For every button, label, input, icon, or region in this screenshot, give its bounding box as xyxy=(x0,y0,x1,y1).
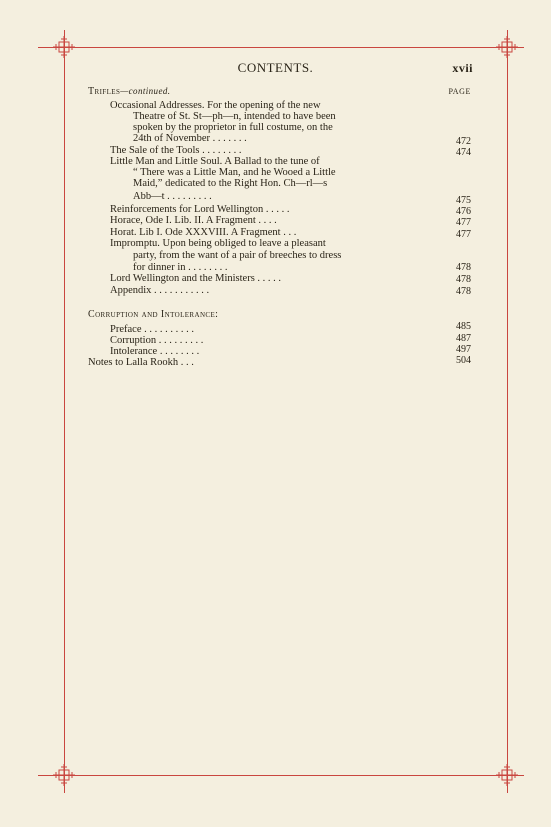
entry-line: for dinner in . . . . . . . . xyxy=(133,262,228,273)
entry-line: Notes to Lalla Rookh . . . xyxy=(88,357,194,368)
entry-page: 478 xyxy=(456,262,471,273)
corner-ornament-top-left xyxy=(53,36,75,58)
entry-line: Corruption . . . . . . . . . xyxy=(110,335,204,346)
entry-line: Theatre of St. St—ph—n, intended to have been xyxy=(133,111,336,122)
left-border-rule xyxy=(64,30,65,793)
entry-line: Maid,” dedicated to the Right Hon. Ch—rl—s xyxy=(133,178,328,189)
right-border-rule xyxy=(507,30,508,793)
entry-line: Horat. Lib I. Ode XXXVIII. A Fragment . . . xyxy=(110,227,297,238)
entry-line: 24th of November . . . . . . . xyxy=(133,133,247,144)
corner-ornament-top-right xyxy=(496,36,518,58)
entry-page: 477 xyxy=(456,229,471,240)
entry-line: Lord Wellington and the Ministers . . . . . xyxy=(110,273,282,284)
section-title: Trifles xyxy=(88,86,121,97)
section-heading-corruption xyxy=(88,309,218,320)
entry-line: Occasional Addresses. For the opening of the new xyxy=(110,100,321,111)
section-title-suffix: —continued. xyxy=(120,86,171,96)
entry-page: 485 xyxy=(456,321,471,332)
entry-line: Intolerance . . . . . . . . xyxy=(110,346,200,357)
entry-line: Abb—t . . . . . . . . . xyxy=(133,191,212,202)
entry-line: Little Man and Little Soul. A Ballad to the tune of xyxy=(110,156,320,167)
entry-page: 497 xyxy=(456,344,471,355)
page-number: xvii xyxy=(452,61,473,75)
entry-line: party, from the want of a pair of breeches to dress xyxy=(133,250,342,261)
entry-page: 476 xyxy=(456,206,471,217)
entry-line: spoken by the proprietor in full costume, on the xyxy=(133,122,333,133)
entry-page: 477 xyxy=(456,217,471,228)
entry-page: 475 xyxy=(456,195,471,206)
section-title: Corruption and Intolerance: xyxy=(88,309,219,320)
entry-line: The Sale of the Tools . . . . . . . . xyxy=(110,145,242,156)
entry-line: Appendix . . . . . . . . . . . xyxy=(110,285,210,296)
entry-line: Horace, Ode I. Lib. II. A Fragment . . . . xyxy=(110,215,277,226)
entry-page: 472 xyxy=(456,136,471,147)
page-column-label: PAGE xyxy=(448,87,471,96)
entry-page: 478 xyxy=(456,286,471,297)
top-border-rule xyxy=(38,47,524,48)
page-title: CONTENTS. xyxy=(237,60,314,75)
corner-ornament-bottom-left xyxy=(53,764,75,786)
entry-line: “ There was a Little Man, and he Wooed a Little xyxy=(133,167,336,178)
entry-page: 487 xyxy=(456,333,471,344)
bottom-border-rule xyxy=(38,775,524,776)
entry-page: 474 xyxy=(456,147,471,158)
entry-page: 478 xyxy=(456,274,471,285)
corner-ornament-bottom-right xyxy=(496,764,518,786)
entry-line: Impromptu. Upon being obliged to leave a pleasant xyxy=(110,238,326,249)
entry-line: Reinforcements for Lord Wellington . . . . . xyxy=(110,204,290,215)
entry-line: Preface . . . . . . . . . . xyxy=(110,324,194,335)
section-heading-trifles xyxy=(88,86,170,97)
entry-page: 504 xyxy=(456,355,471,366)
